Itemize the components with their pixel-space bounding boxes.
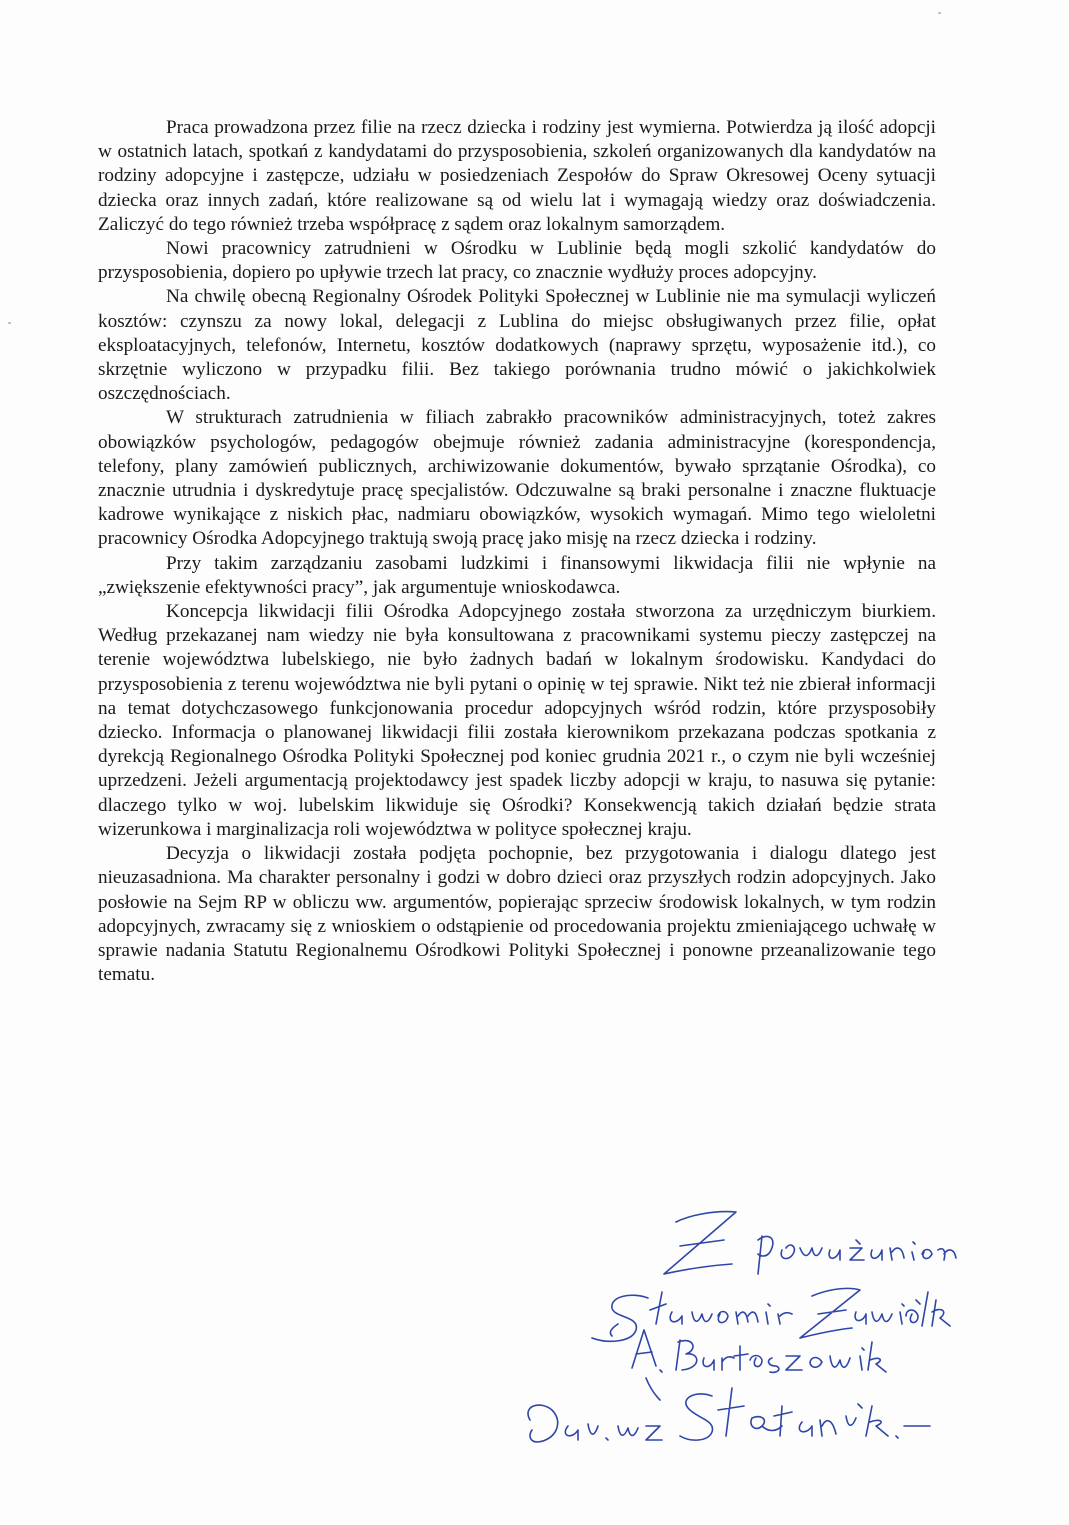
- signature-closing-word: [758, 1236, 956, 1274]
- signature-name-1-first: [592, 1292, 792, 1341]
- signature-drawing: [500, 1200, 980, 1460]
- paragraph-costs: Na chwilę obecną Regionalny Ośrodek Polityki Społecznej w Lublinie nie ma symulacji wyliczeń kosztów: czynszu za nowy lokal, delegacji z Lublina do miejsc obsługiwanych przez filie, opłat eksploatacyjnych, telefonów, Internetu, kosztów dodatkowych (naprawy sprzętu, wyposażenie itd.), co skrzętnie wyliczono w przypadku filii. Bez takiego porównania trudno mówić o jakichkolwiek oszczędnościach.: [98, 286, 936, 405]
- paragraph-concept: Koncepcja likwidacji filii Ośrodka Adopcyjnego została stworzona za urzędniczym biurkiem. Według przekazanej nam wiedzy nie była konsultowana z pracownikami systemu pieczy zastępczej na terenie województwa lubelskiego, nie było żadnych badań w lokalnym środowisku. Kandydaci do przysposobienia z terenu województwa nie byli pytani o opinię w tej sprawie. Nikt też nie zbierał informacji na temat dotychczasowego funkcjonowania procedur adopcyjnych wśród rodzin, które przysposobiły dziecko. Informacja o planowanej likwidacji filii została kierownikom przekazana podczas spotkania z dyrekcją Regionalnego Ośrodka Polityki Społecznej pod koniec grudnia 2021 r., o czym nie byli wcześniej uprzedzeni. Jeżeli argumentacją projektodawcy jest spadek liczby adopcji w kraju, to nasuwa się pytanie: dlaczego tylko w woj. lubelskim likwiduje się Ośrodki? Konsekwencją takich działań będzie strata wizerunkowa i marginalizacja roli województwa w polityce społecznej kraju.: [98, 601, 936, 840]
- scan-speck: [938, 12, 941, 14]
- signature-name-3-first: [528, 1405, 662, 1442]
- signature-name-2-initial: [632, 1330, 662, 1400]
- paragraph-workload: Praca prowadzona przez filie na rzecz dziecka i rodziny jest wymierna. Potwierdza ją ilość adopcji w ostatnich latach, spotkań z kandydatami do przysposobienia, szkoleń organizowanych dla kandydatów na rodziny adopcyjne i zastępcze, udziału w posiedzeniach Zespołów do Spraw Okresowej Oceny sytuacji dziecka oraz innych zadań, które realizowane są od wielu lat i wymagają wiedzy oraz doświadczenia. Zaliczyć do tego również trzeba współpracę z sądem oraz lokalnym samorządem.: [98, 117, 936, 235]
- letter-body: [98, 116, 936, 987]
- paragraph-decision: Decyzja o likwidacji została podjęta pochopnie, bez przygotowania i dialogu dlatego jest nieuzasadniona. Ma charakter personalny i godzi w dobro dzieci oraz przyszłych rodzin adopcyjnych. Jako posłowie na Sejm RP w obliczu ww. argumentów, popierając sprzeciw środowisk lokalnych, w tym rodzin adopcyjnych, zwracamy się z wnioskiem o odstąpienie od procedowania projektu zmieniającego uchwałę w sprawie nadania Statutu Regionalnemu Ośrodkowi Polityki Społecznej i ponowne przeanalizowanie tego tematu.: [98, 843, 936, 986]
- handwritten-signatures: [500, 1200, 980, 1460]
- signature-name-1-last: [800, 1288, 950, 1338]
- paragraph-employment: W strukturach zatrudnienia w filiach zabrakło pracowników administracyjnych, toteż zakres obowiązków psychologów, pedagogów obejmuje również zadania administracyjne (korespondencja, telefony, plany zamówień publicznych, archiwizowanie dokumentów, bywało sprzątanie Ośrodka), co znacznie utrudnia i dyskredytuje pracę specjalistów. Odczuwalne są braki personalne i znaczne fluktuacje kadrowe wynikające z niskich płac, nadmiaru obowiązków, wysokich wymagań. Mimo tego wieloletni pracownicy Ośrodka Adopcyjnego traktują swoją pracę jako misję na rzecz dziecka i rodziny.: [98, 407, 936, 550]
- signature-name-3-last: [680, 1388, 930, 1440]
- signature-name-2-last: [676, 1340, 886, 1372]
- paragraph-efficiency: Przy takim zarządzaniu zasobami ludzkimi i finansowymi likwidacja filii nie wpłynie na „zwiększenie efektywności pracy”, jak argumentuje wnioskodawca.: [98, 552, 936, 598]
- scan-speck: [8, 322, 11, 324]
- paragraph-new-staff: Nowi pracownicy zatrudnieni w Ośrodku w Lublinie będą mogli szkolić kandydatów do przysposobienia, dopiero po upływie trzech lat pracy, co znacznie wydłuży proces adopcyjny.: [98, 238, 936, 284]
